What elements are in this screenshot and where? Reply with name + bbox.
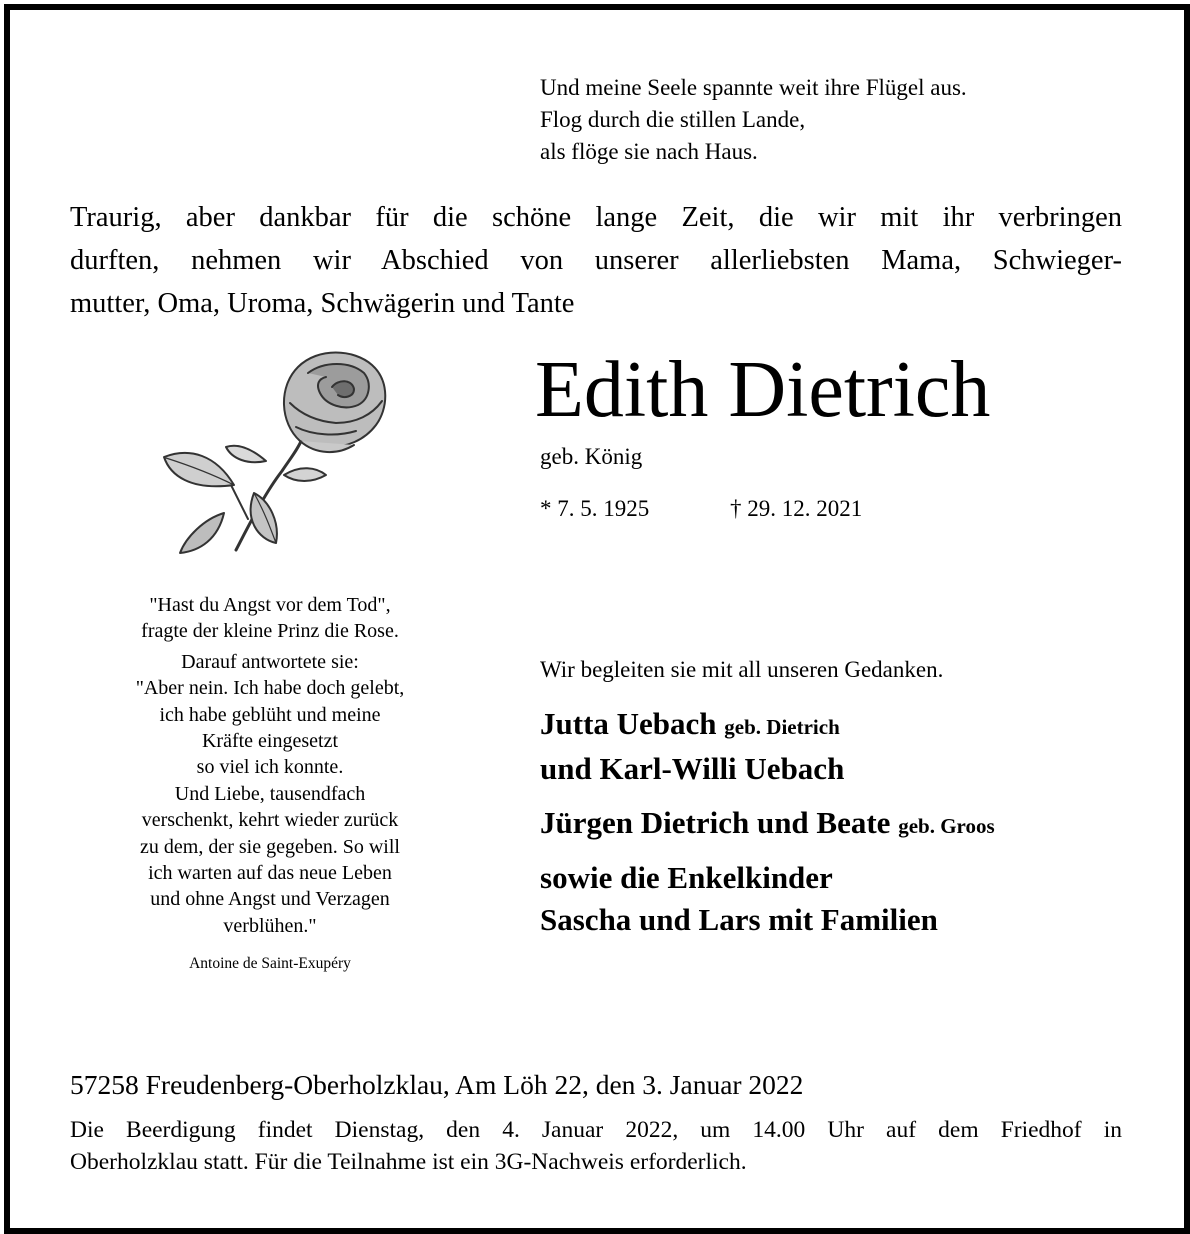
mourners-intro: Wir begleiten sie mit all unseren Gedanken. [540, 657, 944, 682]
quote-line: so viel ich konnte. [196, 756, 344, 779]
quote-line: Und Liebe, tausendfach [174, 782, 366, 805]
poem [540, 72, 967, 168]
mourner-line: Sascha und Lars mit Familien [540, 902, 938, 937]
quote-line: ich habe geblüht und meine [159, 703, 381, 726]
quote-line: ich warten auf das neue Leben [148, 862, 392, 885]
funeral-notice [70, 1114, 1122, 1178]
mourner-line: sowie die Enkelkinder [540, 860, 833, 895]
mourner-line [540, 802, 995, 847]
mourner-name: Jutta Uebach [540, 706, 717, 741]
deceased-name: Edith Dietrich [535, 346, 991, 434]
poem-line: Und meine Seele spannte weit ihre Flügel aus. [540, 75, 967, 100]
quote-line: verschenkt, kehrt wieder zurück [141, 809, 399, 832]
funeral-line: Die Beerdigung findet Dienstag, den 4. Januar 2022, um 14.00 Uhr auf dem Friedhof in [70, 1117, 1122, 1143]
quote-line: Darauf antwortete sie: [181, 650, 359, 673]
quote-line: Kräfte eingesetzt [201, 730, 339, 753]
deceased-nee: geb. König [540, 444, 643, 469]
quote-line: und ohne Angst und Verzagen [150, 888, 390, 911]
little-prince-quote [70, 592, 470, 975]
mourners-list [540, 703, 995, 941]
rose-icon [140, 343, 400, 555]
mourner-name: Jürgen Dietrich und Beate [540, 805, 891, 840]
quote-line: zu dem, der sie gegeben. So will [140, 835, 400, 858]
mourner-group [540, 703, 995, 790]
birth-date: * 7. 5. 1925 [540, 496, 650, 521]
mourner-nee: geb. Groos [898, 814, 995, 838]
funeral-line: Oberholzklau statt. Für die Teilnahme ist ein 3G-Nachweis erforderlich. [70, 1149, 747, 1175]
poem-line: Flog durch die stillen Lande, [540, 107, 806, 132]
mourner-line [540, 703, 995, 748]
quote-line: "Aber nein. Ich habe doch gelebt, [135, 677, 405, 700]
mourner-group [540, 802, 995, 847]
quote-line: verblühen." [223, 914, 317, 937]
address-date: 57258 Freudenberg-Oberholzklau, Am Löh 22, den 3. Januar 2022 [70, 1069, 804, 1100]
life-dates [540, 493, 863, 525]
intro-text [70, 196, 1122, 325]
quote-line: fragte der kleine Prinz die Rose. [141, 620, 399, 643]
quote-author: Antoine de Saint-Exupéry [189, 955, 351, 973]
intro-line: durften, nehmen wir Abschied von unserer allerliebsten Mama, Schwieger- [70, 245, 1122, 276]
mourner-line: und Karl-Willi Uebach [540, 751, 845, 786]
intro-line: mutter, Oma, Uroma, Schwägerin und Tante [70, 288, 575, 319]
death-date: † 29. 12. 2021 [730, 496, 863, 521]
intro-line: Traurig, aber dankbar für die schöne lange Zeit, die wir mit ihr verbringen [70, 202, 1122, 233]
poem-line: als flöge sie nach Haus. [540, 139, 758, 164]
quote-intro [70, 592, 470, 645]
quote-line: "Hast du Angst vor dem Tod", [149, 594, 391, 616]
mourner-nee: geb. Dietrich [724, 715, 840, 739]
mourner-group [540, 857, 995, 941]
